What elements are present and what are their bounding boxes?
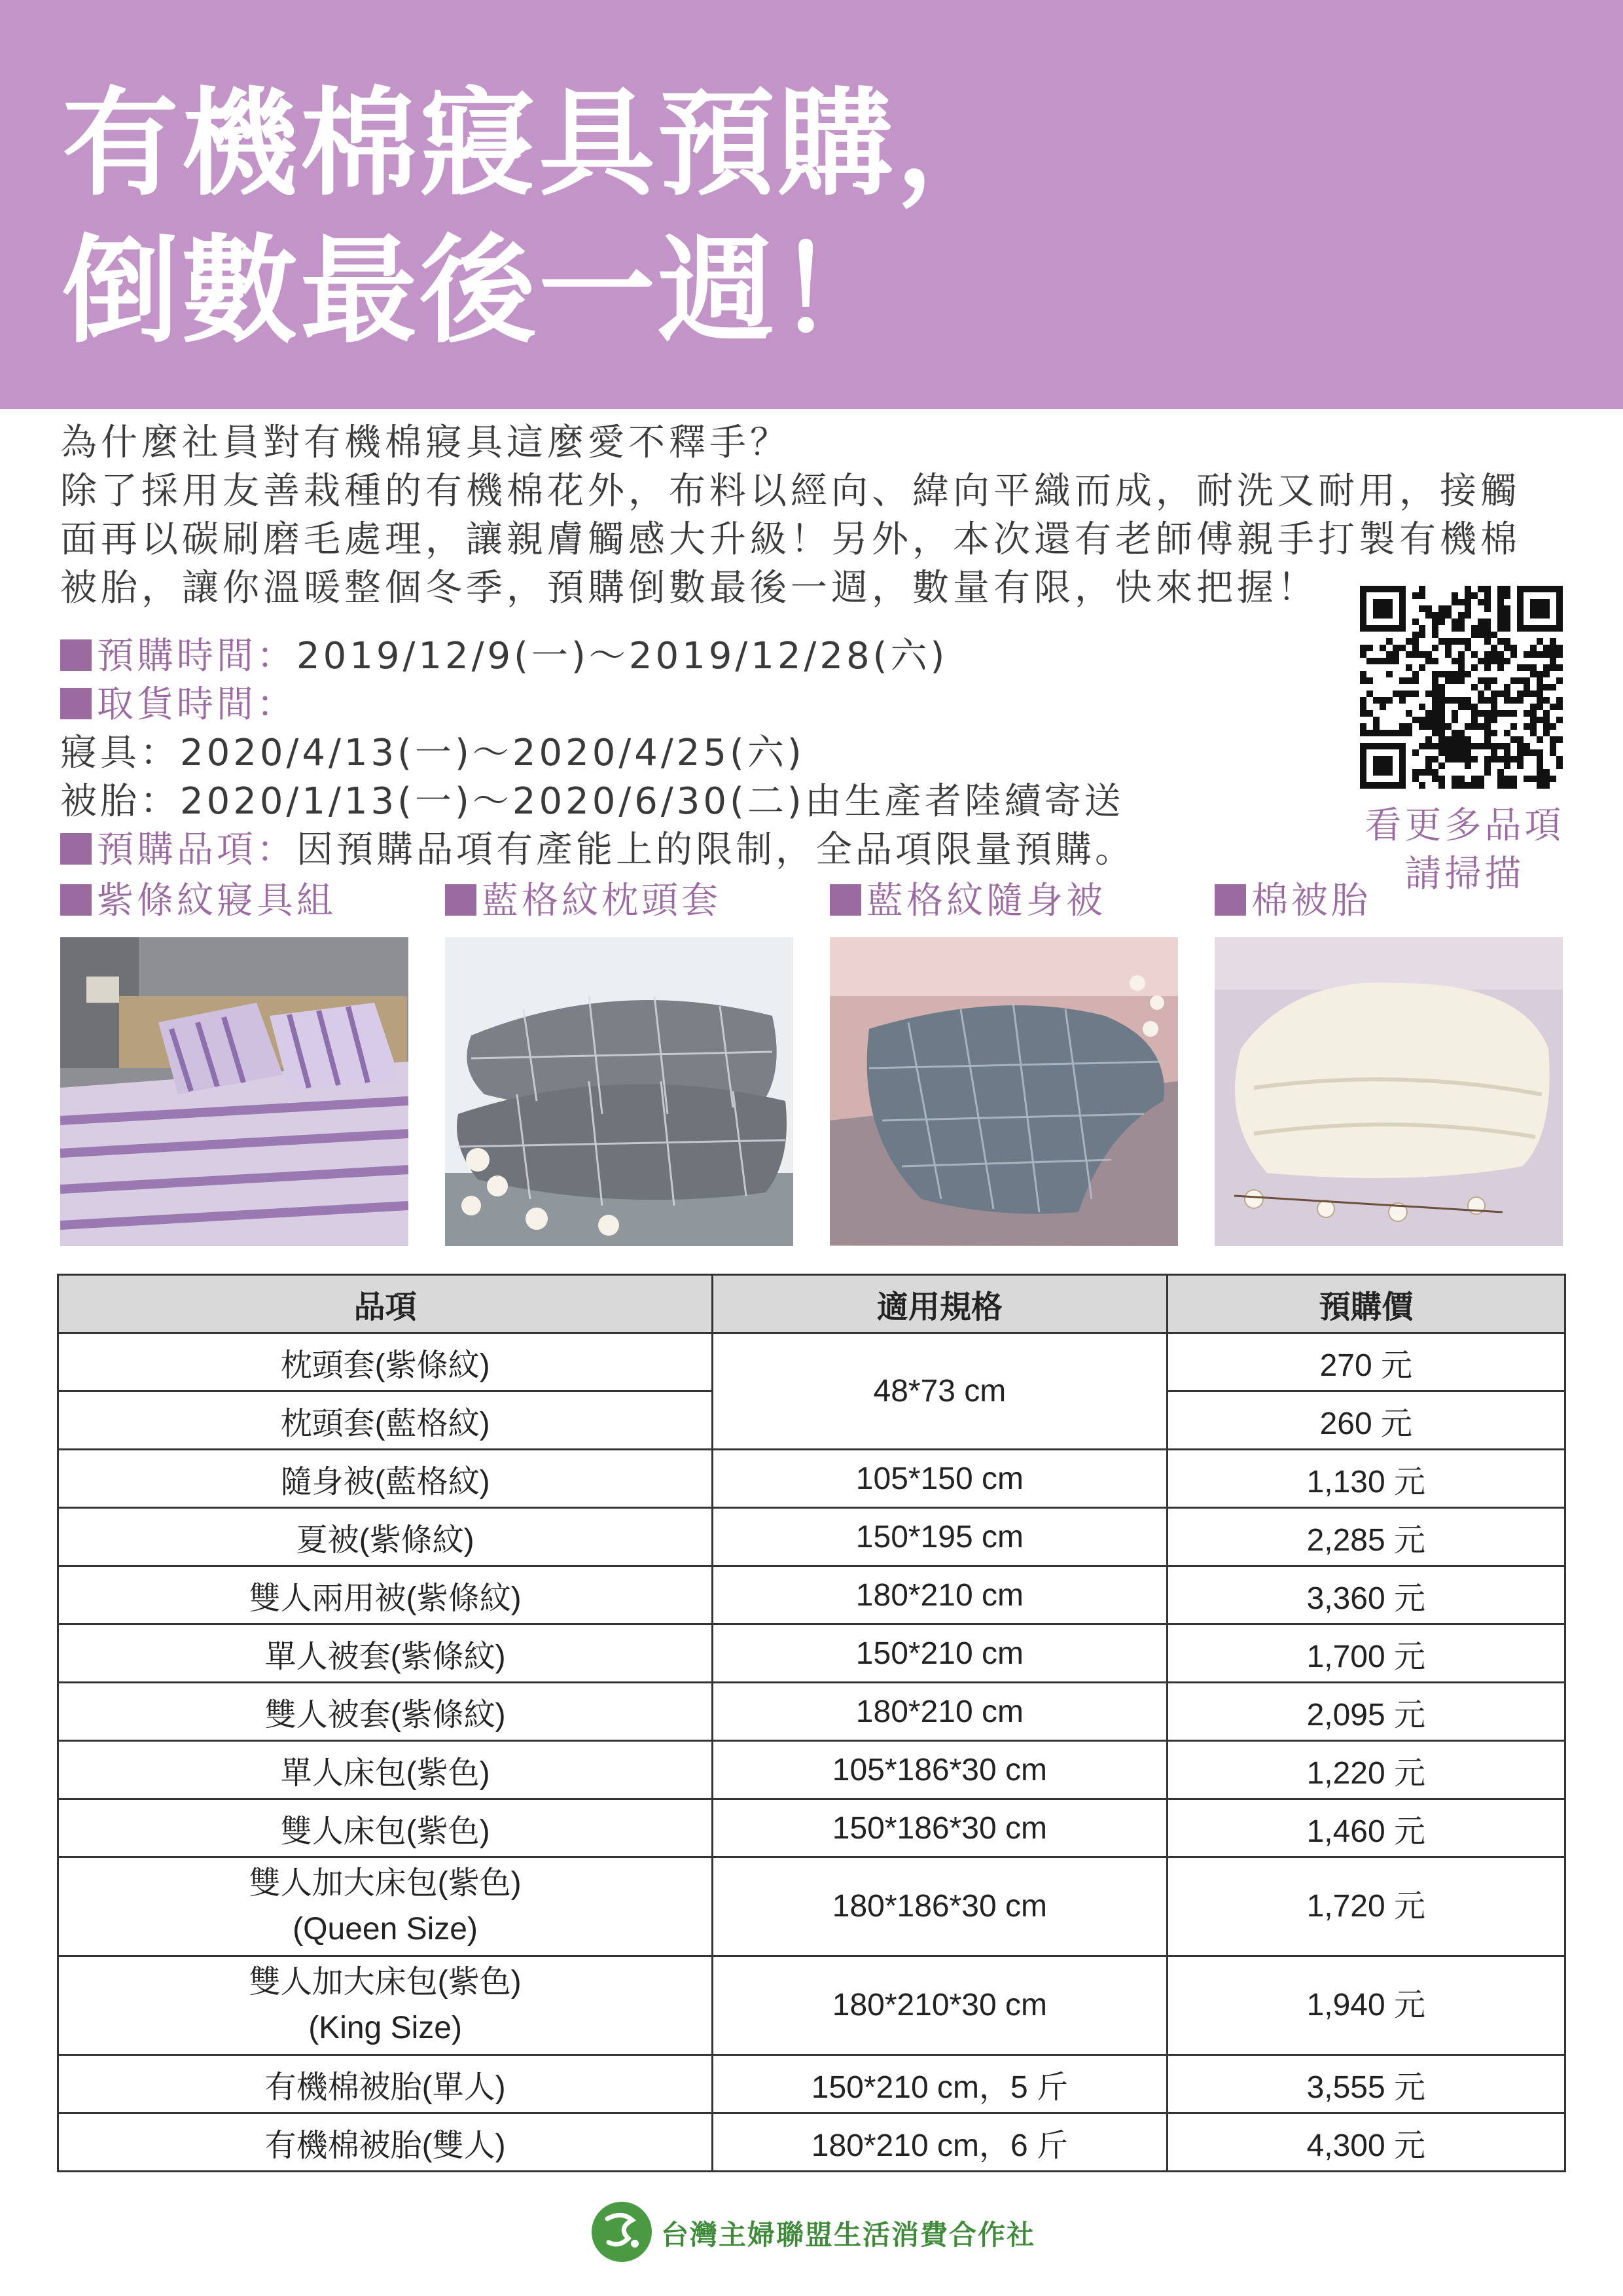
qr-caption — [1353, 802, 1576, 899]
cell-item-line: 雙人加大床包(紫色) — [249, 1866, 522, 1901]
title-line-2: 倒數最後一週！ — [62, 223, 896, 359]
cell-item — [58, 1857, 713, 1956]
product-label-text: 藍格紋隨身被 — [866, 880, 1106, 922]
org-name: 台灣主婦聯盟生活消費合作社 — [661, 2219, 1036, 2251]
bullet-square-icon — [1215, 884, 1246, 916]
column-header-item: 品項 — [58, 1275, 713, 1333]
cell-spec: 180*186*30 cm — [713, 1857, 1168, 1956]
table-row — [58, 1683, 1565, 1741]
qr-caption-line: 請掃描 — [1404, 853, 1525, 895]
order-items-label: 預購品項： — [97, 829, 296, 871]
cell-item: 隨身被(藍格紋) — [58, 1450, 713, 1508]
cell-spec: 105*186*30 cm — [713, 1741, 1168, 1799]
header-banner — [0, 0, 1623, 409]
table-row — [58, 1508, 1565, 1566]
intro-paragraph — [60, 419, 1578, 613]
qr-caption-line: 看更多品項 — [1364, 804, 1565, 847]
cell-item: 有機棉被胎(雙人) — [58, 2113, 713, 2172]
bullet-square-icon — [60, 639, 92, 671]
photo-blue-check-blanket — [830, 937, 1178, 1246]
product-label-cotton-quilt — [1215, 877, 1371, 925]
cell-item: 夏被(紫條紋) — [58, 1508, 713, 1566]
cell-item: 雙人被套(紫條紋) — [58, 1683, 713, 1741]
intro-line: 除了採用友善栽種的有機棉花外，布料以經向、緯向平織而成，耐洗又耐用，接觸 — [60, 470, 1521, 512]
cell-item: 雙人床包(紫色) — [58, 1799, 713, 1857]
price-table — [57, 1274, 1566, 2172]
table-row — [58, 1333, 1565, 1391]
photo-blue-check-pillowcase — [445, 937, 793, 1246]
cell-item: 有機棉被胎(單人) — [58, 2055, 713, 2113]
pickup-period-label: 取貨時間： — [97, 683, 296, 726]
bullet-square-icon — [445, 884, 476, 916]
quilt-pickup-line: 被胎：2020/1/13(一)～2020/6/30(二)由生產者陸續寄送 — [60, 780, 1124, 823]
product-label-text: 棉被胎 — [1251, 880, 1371, 922]
footer-org — [589, 2199, 1047, 2265]
cell-price: 270 元 — [1167, 1333, 1565, 1391]
cell-spec: 180*210 cm，6 斤 — [713, 2113, 1168, 2172]
cell-item-line: (King Size) — [308, 2011, 462, 2045]
cell-item-line: (Queen Size) — [293, 1912, 478, 1946]
table-row — [58, 2113, 1565, 2172]
intro-line: 被胎，讓你溫暖整個冬季，預購倒數最後一週，數量有限，快來把握！ — [60, 567, 1318, 609]
cell-spec: 180*210*30 cm — [713, 1956, 1168, 2055]
cell-price: 1,460 元 — [1167, 1799, 1565, 1857]
order-items-value: 因預購品項有產能上的限制，全品項限量預購。 — [296, 829, 1135, 871]
product-label-text: 藍格紋枕頭套 — [482, 880, 721, 922]
cell-item-line: 雙人加大床包(紫色) — [249, 1965, 522, 2000]
order-period — [60, 632, 948, 681]
cell-spec: 150*195 cm — [713, 1508, 1168, 1566]
cell-price: 1,700 元 — [1167, 1624, 1565, 1683]
bullet-square-icon — [60, 688, 92, 719]
cell-spec: 150*186*30 cm — [713, 1799, 1168, 1857]
column-header-price: 預購價 — [1167, 1275, 1565, 1333]
cell-price: 3,555 元 — [1167, 2055, 1565, 2113]
table-row — [58, 1799, 1565, 1857]
title-line-1: 有機棉寢具預購， — [62, 76, 1015, 211]
cell-spec: 48*73 cm — [713, 1333, 1168, 1450]
table-row — [58, 1741, 1565, 1799]
qr-code[interactable] — [1360, 586, 1563, 789]
bullet-square-icon — [830, 884, 861, 916]
cell-item: 枕頭套(紫條紋) — [58, 1333, 713, 1391]
org-logo-icon — [589, 2199, 654, 2265]
product-label-purple-stripe-set — [60, 877, 336, 925]
cell-spec: 105*150 cm — [713, 1450, 1168, 1508]
cell-spec: 180*210 cm — [713, 1683, 1168, 1741]
bedding-pickup-line: 寢具：2020/4/13(一)～2020/4/25(六) — [60, 732, 805, 774]
table-row — [58, 1624, 1565, 1683]
intro-line: 為什麼社員對有機棉寢具這麼愛不釋手？ — [60, 422, 791, 464]
table-row — [58, 1857, 1565, 1956]
cell-spec: 150*210 cm — [713, 1624, 1168, 1683]
table-row — [58, 1450, 1565, 1508]
intro-line: 面再以碳刷磨毛處理，讓親膚觸感大升級！另外，本次還有老師傅親手打製有機棉 — [60, 518, 1521, 561]
table-row — [58, 1566, 1565, 1624]
table-row — [58, 1956, 1565, 2055]
cell-item — [58, 1956, 713, 2055]
cell-price: 2,285 元 — [1167, 1508, 1565, 1566]
cell-price: 260 元 — [1167, 1391, 1565, 1450]
cell-price: 3,360 元 — [1167, 1566, 1565, 1624]
column-header-spec: 適用規格 — [713, 1275, 1168, 1333]
order-items — [60, 826, 1135, 874]
product-label-blue-check-blanket — [830, 877, 1106, 925]
cell-item: 單人被套(紫條紋) — [58, 1624, 713, 1683]
cell-item: 枕頭套(藍格紋) — [58, 1391, 713, 1450]
photo-cotton-quilt — [1215, 937, 1563, 1246]
cell-price: 1,130 元 — [1167, 1450, 1565, 1508]
cell-price: 1,720 元 — [1167, 1857, 1565, 1956]
photo-purple-stripe-bedding — [60, 937, 408, 1246]
table-header-row — [58, 1275, 1565, 1333]
cell-spec: 180*210 cm — [713, 1566, 1168, 1624]
product-label-text: 紫條紋寢具組 — [97, 880, 336, 922]
order-period-value: 2019/12/9(一)～2019/12/28(六) — [296, 635, 948, 677]
cell-spec: 150*210 cm，5 斤 — [713, 2055, 1168, 2113]
cell-price: 1,220 元 — [1167, 1741, 1565, 1799]
cell-price: 2,095 元 — [1167, 1683, 1565, 1741]
order-period-label: 預購時間： — [97, 635, 296, 677]
bullet-square-icon — [60, 833, 92, 865]
bullet-square-icon — [60, 884, 92, 916]
cell-price: 4,300 元 — [1167, 2113, 1565, 2172]
product-label-blue-check-pillowcase — [445, 877, 721, 925]
cell-item: 單人床包(紫色) — [58, 1741, 713, 1799]
cell-price: 1,940 元 — [1167, 1956, 1565, 2055]
table-row — [58, 2055, 1565, 2113]
cell-item: 雙人兩用被(紫條紋) — [58, 1566, 713, 1624]
pickup-period — [60, 681, 296, 729]
